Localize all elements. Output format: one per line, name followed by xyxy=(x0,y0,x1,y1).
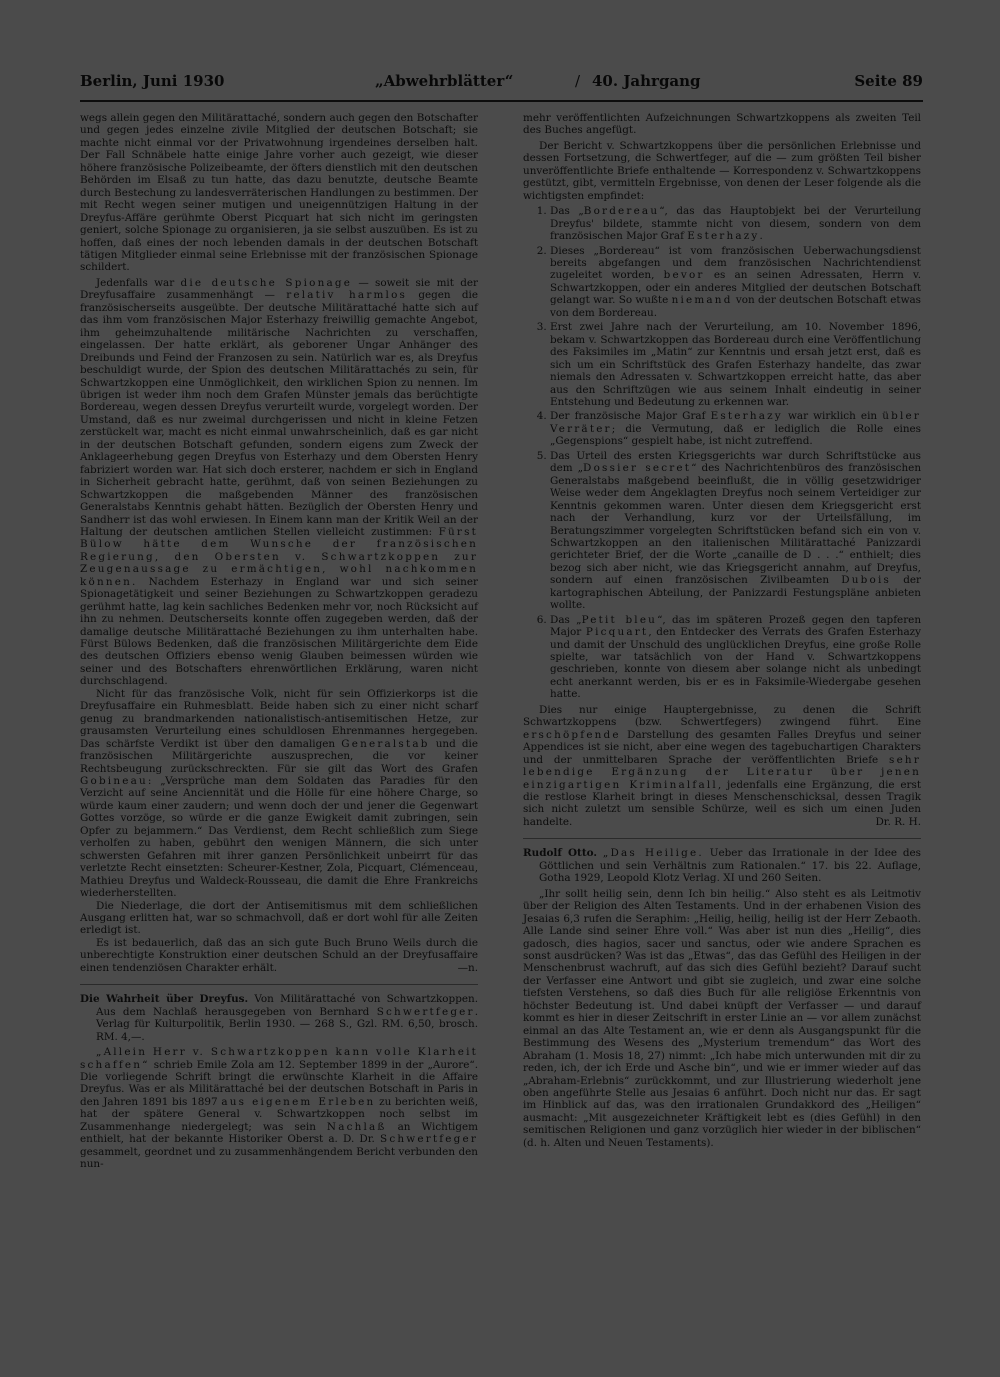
book-review-heading: Rudolf Otto. „Das Heilige. Ueber das Irrationale in der Idee des Göttlichen und sein Verhältnis zum Rationalen.“ 17. bis 22. Auflage, Gotha 1929, Leopold Klotz Verlag. XI und 260 Seiten. xyxy=(523,847,921,885)
finding-item: 6. Das „Petit bleu“, das im späteren Prozeß gegen den tapferen Major Picquart, den Entdecker des Verrats des Grafen Esterhazy und damit der Unschuld des unglücklichen Dreyfus, eine große Rolle spielte, war tatsächlich von der Hand v. Schwartzkoppens geschrieben, konnte von diesem aber solange nicht als unbedingt echt anerkannt werden, bis er es in Faksimile-Wiedergabe gesehen hatte. xyxy=(550,614,921,701)
header-place-date: Berlin, Juni 1930 xyxy=(80,72,225,90)
right-column xyxy=(523,112,921,1149)
paragraph: Dies nur einige Hauptergebnisse, zu denen die Schrift Schwartzkoppens (bzw. Schwertfegers) zwingend führt. Eine erschöpfende Darstellung des gesamten Falles Dreyfus und seiner Appendices ist sie nicht, aber eine wegen des tagebuchartigen Charakters und der unmittelbaren Sprache der veröffentlichten Briefe sehr lebendige Ergänzung der Literatur über jenen einzigartigen Kriminalfall, jedenfalls eine Ergänzung, die erst die restlose Klarheit bringt in dieses Menschenschicksal, dessen Tragik sich nicht zuletzt um sensible Schürze, weil es sich um einen Juden handelte. Dr. R. H. xyxy=(523,703,921,828)
left-column xyxy=(80,112,478,1171)
paragraph: Der Bericht v. Schwartzkoppens über die persönlichen Erlebnisse und dessen Fortsetzung, die Schwertfeger, auf die — zum größten Teil bisher unveröffentlichte Briefe enthaltende — Korrespondenz v. Schwartzkoppens gestützt, gibt, vermitteln Ergebnisse, von denen der Leser folgende als die wichtigsten empfindet: xyxy=(523,139,921,202)
header-separator: / xyxy=(575,72,581,90)
paragraph: „Allein Herr v. Schwartzkoppen kann volle Klarheit schaffen“ schrieb Emile Zola am 12. September 1899 in der „Aurore“. Die vorliegende Schrift bringt die erwünschte Klarheit in die Affaire Dreyfus. Was er als Militärattaché bei der deutschen Botschaft in Paris in den Jahren 1891 bis 1897 aus eigenem Erleben zu berichten weiß, hat der spätere General v. Schwartzkoppen noch selbst im Zusammenhange niedergelegt; was sein Nachlaß an Wichtigem enthielt, hat der bekannte Historiker Oberst a. D. Dr. Schwertfeger gesammelt, geordnet und zu zusammenhängendem Bericht verbunden den nun- xyxy=(80,1046,479,1171)
paragraph: „Ihr sollt heilig sein, denn Ich bin heilig.“ Also steht es als Leitmotiv über der Religion des Alten Testaments. Und in der erhabenen Vision des Jesaias 6,3 rufen die Seraphim: „Heilig, heilig, heilig ist der Herr Zebaoth. Alle Lande sind seiner Ehre voll.“ Was aber ist nun dies „Heilig“, dies gadosch, dies hagios, sacer und sanctus, oder wie andere Sprachen es sonst ausdrücken? Was ist das „Etwas“, das das Gefühl des Heiligen in der Menschenbrust wachruft, auf das sich dies Gefühl bezieht? Darauf sucht der Verfasser eine Antwort und gibt sie zugleich, und zwar eine solche tiefsten Verstehens, so daß dies Buch für alle religiöse Erkenntnis von höchster Bedeutung ist. Und dabei knüpft der Verfasser — und darauf kommt es hier in dieser Zeitschrift in erster Linie an — vor allem zunächst einmal an das Alte Testament an, wie er denn als Ausgangspunkt für die Bestimmung des Wesens des „Mysterium tremendum“ das Wort des Abraham (1. Mosis 18, 27) nimmt: „Ich habe mich unterwunden mit dir zu reden, ich, der ich Erde und Asche bin“, und wie er immer wieder auf das „Abraham-Erlebnis“ zurückkommt, und zur Illustrierung wiederholt jene oben angeführte Stelle aus Jesaias 6 anführt. Doch nicht nur das. Er sagt im Hinblick auf das, was den irrationalen Grundakkord des „Heiligen“ ausmacht: „Mit ausgezeichneter Kräftigkeit lebt es (dies Gefühl) in den semitischen Religionen und ganz vorzüglich hier wieder in der biblischen“ (d. h. Alten und Neuen Testaments). xyxy=(523,887,921,1149)
header-volume: 40. Jahrgang xyxy=(592,72,701,90)
finding-item: 1. Das „Bordereau“, das das Hauptobjekt bei der Verurteilung Dreyfus' bildete, stammte nicht von diesem, sondern von dem französischen Major Graf Esterhazy. xyxy=(550,205,921,242)
finding-item: 5. Das Urteil des ersten Kriegsgerichts war durch Schriftstücke aus dem „Dossier secret“ des Nachrichtenbüros des französischen Generalstabs maßgebend beeinflußt, die in völlig gesetzwidriger Weise weder dem Angeklagten Dreyfus noch seinem Verteidiger zur Kenntnis gekommen waren. Unter diesen dem Kriegsgericht erst nach der Verhandlung, kurz vor der Urteilsfällung, im Beratungszimmer vorgelegten Schriftstücken befand sich ein von v. Schwartzkoppen an den italienischen Militärattaché Panizzardi gerichteter Brief, der die Worte „canaille de D . . .“ enthielt; dies bezog sich aber nicht, wie das Kriegsgericht annahm, auf Dreyfus, sondern auf einen französischen Zivilbeamten Dubois der kartographischen Abteilung, der Panizzardi Festungspläne anbieten wollte. xyxy=(550,450,921,612)
signature: —n. xyxy=(457,961,478,974)
findings-list xyxy=(523,205,921,701)
section-divider xyxy=(523,838,921,839)
book-review-heading: Die Wahrheit über Dreyfus. Von Militärattaché von Schwartzkoppen. Aus dem Nachlaß herausgegeben von Bernhard Schwertfeger. Verlag für Kulturpolitik, Berlin 1930. — 268 S., Gzl. RM. 6,50, brosch. RM. 4,—. xyxy=(80,993,479,1043)
finding-item: 4. Der französische Major Graf Esterhazy war wirklich ein übler Verräter; die Vermutung, daß er lediglich die Rolle eines „Gegenspions“ gespielt habe, ist nicht zutreffend. xyxy=(550,410,921,447)
signature: Dr. R. H. xyxy=(875,815,921,828)
header-page-number: Seite 89 xyxy=(854,72,923,90)
finding-item: 2. Dieses „Bordereau“ ist vom französischen Ueberwachungsdienst bereits abgefangen und dem französischen Nachrichtendienst zugeleitet worden, bevor es an seinen Adressaten, Herrn v. Schwartzkoppen, oder ein anderes Mitglied der deutschen Botschaft gelangt war. So wußte niemand von der deutschen Botschaft etwas von dem Bordereau. xyxy=(550,245,921,320)
page-header xyxy=(80,72,923,96)
paragraph: Jedenfalls war die deutsche Spionage — soweit sie mit der Dreyfusaffaire zusammenhängt — relativ harmlos gegen die französischerseits ausgeübte. Der deutsche Militärattaché hatte sich auf das ihm vom französischen Major Esterhazy freiwillig gemachte Angebot, ihm geheimzuhaltende militärische Nachrichten zu verschaffen, eingelassen. Der hatte erklärt, als geborener Ungar Anhänger des Dreibunds und Feind der Franzosen zu sein. Natürlich war es, als Dreyfus beschuldigt wurde, der Spion des deutschen Militärattachés zu sein, für Schwartzkoppen eine Unmöglichkeit, den wirklichen Spion zu nennen. Im übrigen ist weder ihm noch dem Grafen Münster jemals das berüchtigte Bordereau, wegen dessen Dreyfus verurteilt wurde, vorgelegt worden. Der Umstand, daß es nur zweimal durchgerissen und nicht in kleine Fetzen zerstückelt war, macht es nicht einmal unwahrscheinlich, daß es gar nicht in der deutschen Botschaft gefunden, sondern eigens zum Zweck der Anklageerhebung gegen Dreyfus von Esterhazy und dem Obersten Henry fabriziert worden war. Hat sich doch ersterer, nachdem er sich in England in Sicherheit gebracht hatte, gerühmt, daß von seinen Beziehungen zu Schwartzkoppen die maßgebenden Männer des französischen Generalstabs Kenntnis gehabt hätten. Bezüglich der Obersten Henry und Sandherr ist das wohl erwiesen. In Einem kann man der Kritik Weil an der Haltung der deutschen amtlichen Stellen vielleicht zustimmen: Fürst Bülow hätte dem Wunsche der französischen Regierung, den Obersten v. Schwartzkoppen zur Zeugenaussage zu ermächtigen, wohl nachkommen können. Nachdem Esterhazy in England war und sich seiner Spionagetätigkeit und seiner Beziehungen zu Schwartzkoppen geradezu gerühmt hatte, lag kein sachliches Bedenken mehr vor, noch Rücksicht auf ihn zu nehmen. Deutscherseits konnte offen zugegeben werden, daß der damalige deutsche Militärattaché Beziehungen zu ihm unterhalten habe. Fürst Bülows Bedenken, daß die französischen Militärgerichte dem Eide des deutschen Offiziers ebenso wenig Glauben beimessen würden wie seiner und des Botschafters ehrenwörtlichen Erklärung, waren nicht durchschlagend. xyxy=(80,276,478,688)
paragraph: wegs allein gegen den Militärattaché, sondern auch gegen den Botschafter und gegen jedes einzelne zivile Mitglied der deutschen Botschaft; sie machte nicht einmal vor der Privatwohnung irgendeines derselben halt. Der Fall Schnäbele hatte einige Jahre vorher auch gezeigt, wie dieser höhere französische Polizeibeamte, der öfters dienstlich mit den deutschen Behörden im Elsaß zu tun hatte, das dazu benutzte, deutsche Beamte durch Bestechung zu landesverräterischen Handlungen zu bestimmen. Der mit Recht wegen seiner mutigen und uneigennützigen Haltung in der Dreyfus-Affäre gerühmte Oberst Picquart hat sich nicht im geringsten geniert, solche Spionage zu organisieren, ja sie selbst auszuüben. Es ist zu hoffen, daß eines der noch lebenden damals in der deutschen Botschaft tätigen Mitglieder einmal seine Erlebnisse mit der französischen Spionage schildert. xyxy=(80,112,478,274)
paragraph: mehr veröffentlichten Aufzeichnungen Schwartzkoppens als zweiten Teil des Buches angefügt. xyxy=(523,112,921,137)
paragraph: Nicht für das französische Volk, nicht für sein Offizierkorps ist die Dreyfusaffaire ein Ruhmesblatt. Beide haben sich zu einer nicht scharf genug zu brandmarkenden nationalistisch-antisemitischen Hetze, zur grausamsten Verurteilung eines schuldlosen Ehrenmannes hergegeben. Das schärfste Verdikt ist über den damaligen Generalstab und die französischen Militärgerichte auszusprechen, die vor keiner Rechtsbeugung zurückschreckten. Für sie gilt das Wort des Grafen Gobineau: „Versprüche man dem Soldaten das Paradies für den Verzicht auf seine Anciennität und die Hölle für eine höhere Charge, so würde kaum einer zaudern; und wenn doch der und jener die Gegenwart Gottes vorzöge, so würde er die ganze Ewigkeit damit zubringen, sein Opfer zu bejammern.“ Das Verdienst, dem Recht schließlich zum Siege verholfen zu haben, gebührt den wenigen Männern, die sich unter schwersten Gefahren mit ihrer ganzen Persönlichkeit unbeirrt für das verletzte Recht einsetzten: Scheurer-Kestner, Zola, Picquart, Clémenceau, Mathieu Dreyfus und Waldeck-Rousseau, die damit die Ehre Frankreichs wiederherstellten. xyxy=(80,687,479,900)
section-divider xyxy=(80,984,478,985)
header-publication: „Abwehrblätter“ xyxy=(375,72,514,90)
paragraph: Es ist bedauerlich, daß das an sich gute Buch Bruno Weils durch die unberechtigte Konstruktion einer deutschen Schuld an der Dreyfusaffaire einen tendenziösen Charakter erhält. —n. xyxy=(80,936,478,974)
finding-item: 3. Erst zwei Jahre nach der Verurteilung, am 10. November 1896, bekam v. Schwartzkoppen das Bordereau durch eine Veröffentlichung des Faksimiles im „Matin“ zur Kenntnis und ersah jetzt erst, daß es sich um ein Schriftstück des Grafen Esterhazy handelte, das zwar niemals den Adressaten v. Schwartzkoppen erreicht hatte, das aber aus den Schriftzügen wie aus seinem Inhalt eindeutig in seiner Entstehung und Bedeutung zu erkennen war. xyxy=(550,321,921,408)
header-rule xyxy=(80,100,923,102)
paragraph: Die Niederlage, die dort der Antisemitismus mit dem schließlichen Ausgang erlitten hat, war so schmachvoll, daß er dort wohl für alle Zeiten erledigt ist. xyxy=(80,899,478,937)
